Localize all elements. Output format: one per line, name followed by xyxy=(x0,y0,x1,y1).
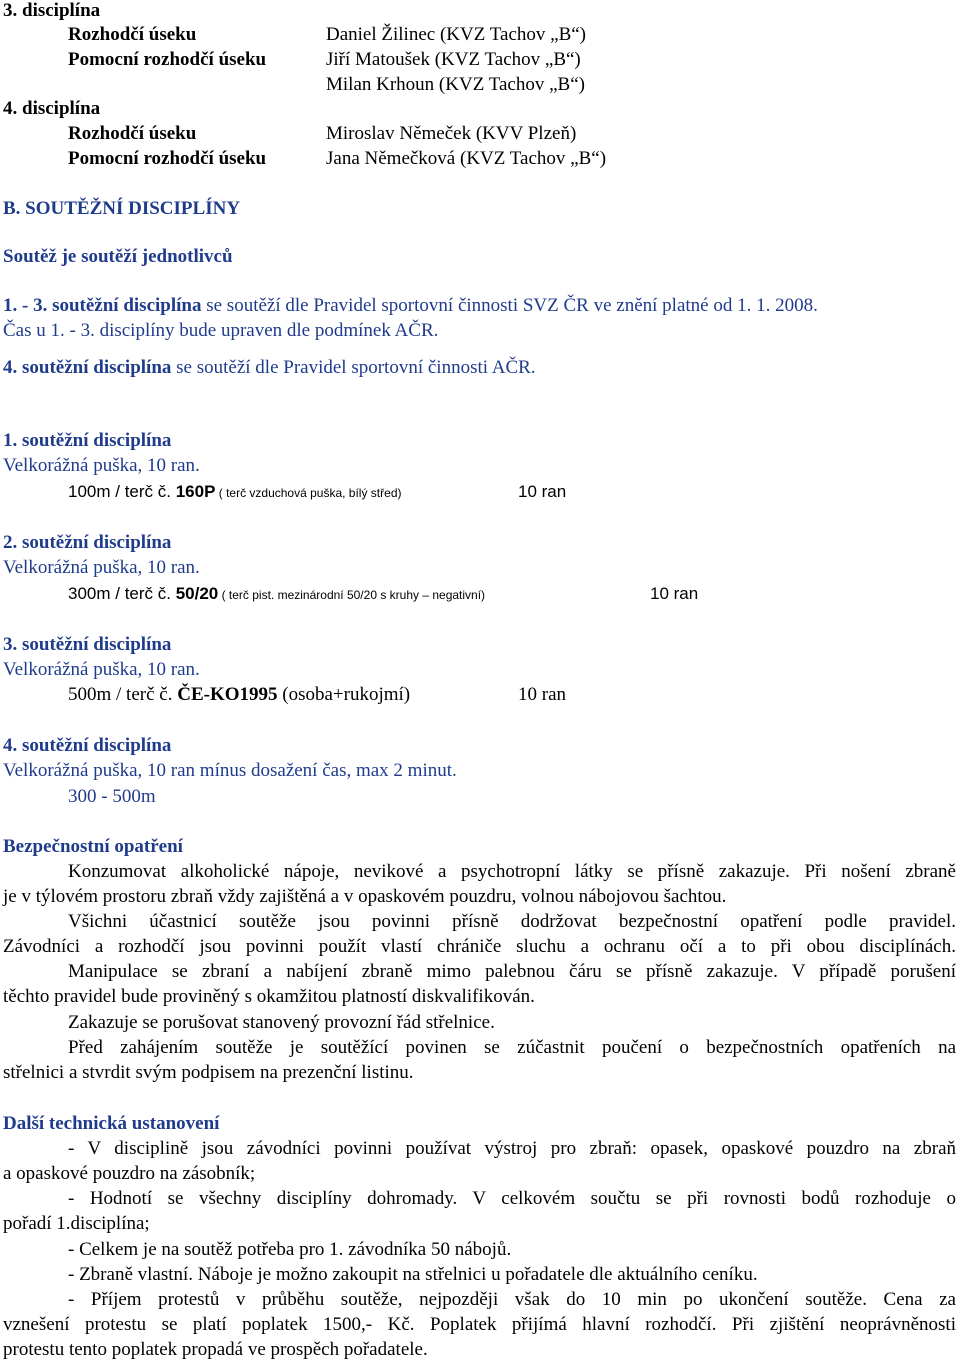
judge-name: Milan Krhoun (KVZ Tachov „B“) xyxy=(326,74,585,95)
target-note: (osoba+rukojmí) xyxy=(277,684,411,705)
target-number: 160P xyxy=(175,482,216,501)
discipline-3-shots: 10 ran xyxy=(518,684,567,705)
discipline-3-title: 3. disciplína xyxy=(3,0,101,21)
discipline-3-spec xyxy=(68,684,410,706)
discipline-1-title: 1. soutěžní disciplína xyxy=(3,430,172,451)
target-number: 50/20 xyxy=(175,584,219,603)
discipline-4-title: 4. disciplína xyxy=(3,98,101,119)
section-subheading: Soutěž je soutěží jednotlivců xyxy=(3,246,233,267)
discipline-4-weapon: Velkorážná puška, 10 ran mínus dosažení čas, max 2 minut. xyxy=(3,760,457,781)
discipline-1-weapon: Velkorážná puška, 10 ran. xyxy=(3,455,200,476)
discipline-2-title: 2. soutěžní disciplína xyxy=(3,532,172,553)
judge-name: Jana Němečková (KVZ Tachov „B“) xyxy=(326,148,607,169)
safety-line: Před zahájením soutěže je soutěžící povinen se zúčastnit poučení o bezpečnostních opatřeních na xyxy=(68,1037,956,1058)
rules-paragraph-2 xyxy=(3,357,536,379)
target-number: ČE-KO1995 xyxy=(177,684,278,705)
technical-heading: Další technická ustanovení xyxy=(3,1113,220,1134)
discipline-3-spec-title: 3. soutěžní disciplína xyxy=(3,634,172,655)
technical-line: a opaskové pouzdro na zásobník; xyxy=(3,1163,256,1184)
technical-line: - V disciplině jsou závodníci povinni používat výstroj pro zbraň: opasek, opaskové pouzdro na zbraň xyxy=(68,1138,956,1159)
safety-line: Všichni účastnicí soutěže jsou povinni přísně dodržovat bezpečnostní opatření podle pravidel. xyxy=(68,911,956,932)
safety-line: je v týlovém prostoru zbraň vždy zajištěná a v opaskovém pouzdru, volnou nábojovou šachtou. xyxy=(3,886,727,907)
judge-role: Rozhodčí úseku xyxy=(68,123,197,144)
rules-bold: 1. - 3. soutěžní disciplína xyxy=(3,295,202,316)
technical-line: pořadí 1.disciplína; xyxy=(3,1213,150,1234)
technical-line: - Hodnotí se všechny disciplíny dohromady. V celkovém součtu se při rovnosti bodů rozhoduje o xyxy=(68,1188,956,1209)
discipline-2-weapon: Velkorážná puška, 10 ran. xyxy=(3,557,200,578)
safety-line: Závodníci a rozhodčí jsou povinni použít vlastí chrániče sluchu a ochranu očí a to při obou disciplínách. xyxy=(3,936,956,957)
discipline-3-weapon: Velkorážná puška, 10 ran. xyxy=(3,659,200,680)
rules-paragraph-1-line2: Čas u 1. - 3. disciplíny bude upraven dle podmínek AČR. xyxy=(3,320,439,341)
rules-bold: 4. soutěžní disciplína xyxy=(3,357,172,378)
distance: 100m / terč č. xyxy=(68,482,176,501)
discipline-4-spec-title: 4. soutěžní disciplína xyxy=(3,735,172,756)
safety-line: Konzumovat alkoholické nápoje, nevikové a psychotropní látky se přísně zakazuje. Při nošení zbraně xyxy=(68,861,956,882)
technical-line: - Příjem protestů v průběhu soutěže, nejpozději však do 10 min po ukončení soutěže. Cena za xyxy=(68,1289,956,1310)
safety-line: střelnici a stvrdit svým podpisem na prezenční listinu. xyxy=(3,1062,414,1083)
safety-line: Zakazuje se porušovat stanovený provozní řád střelnice. xyxy=(68,1012,495,1033)
judge-role: Pomocní rozhodčí úseku xyxy=(68,49,267,70)
safety-heading: Bezpečnostní opatření xyxy=(3,836,183,857)
rules-text: se soutěží dle Pravidel sportovní činnosti AČR. xyxy=(171,357,536,378)
safety-line: těchto pravidel bude proviněný s okamžitou platností diskvalifikován. xyxy=(3,986,535,1007)
distance: 300m / terč č. xyxy=(68,584,176,603)
technical-line: vznešení protestu se platí poplatek 1500,- Kč. Poplatek přijímá hlavní rozhodčí. Při zjištění neoprávněnosti xyxy=(3,1314,956,1335)
technical-line: protestu tento poplatek propadá ve prospěch pořadatele. xyxy=(3,1339,428,1360)
judge-role: Rozhodčí úseku xyxy=(68,24,197,45)
rules-paragraph-1 xyxy=(3,295,818,317)
discipline-2-shots: 10 ran xyxy=(650,584,699,603)
section-heading: B. SOUTĚŽNÍ DISCIPLÍNY xyxy=(3,198,241,219)
discipline-4-distance: 300 - 500m xyxy=(68,786,156,807)
technical-line: - Zbraně vlastní. Náboje je možno zakoupit na střelnici u pořadatele dle aktuálního ceníku. xyxy=(68,1264,758,1285)
judge-role: Pomocní rozhodčí úseku xyxy=(68,148,267,169)
discipline-2-spec xyxy=(68,583,485,606)
discipline-1-spec xyxy=(68,481,401,504)
judge-name: Daniel Žilinec (KVZ Tachov „B“) xyxy=(326,24,586,45)
rules-text: se soutěží dle Pravidel sportovní činnosti SVZ ČR ve znění platné od 1. 1. 2008. xyxy=(201,295,818,316)
safety-line: Manipulace se zbraní a nabíjení zbraně mimo palebnou čáru se přísně zakazuje. V případě porušení xyxy=(68,961,956,982)
judge-name: Jiří Matoušek (KVZ Tachov „B“) xyxy=(326,49,581,70)
discipline-1-shots: 10 ran xyxy=(518,482,567,501)
distance: 500m / terč č. xyxy=(68,684,178,705)
target-note: ( terč pist. mezinárodní 50/20 s kruhy – negativní) xyxy=(218,588,486,602)
technical-line: - Celkem je na soutěž potřeba pro 1. závodníka 50 nábojů. xyxy=(68,1239,512,1260)
judge-name: Miroslav Němeček (KVV Plzeň) xyxy=(326,123,577,144)
target-note: ( terč vzduchová puška, bílý střed) xyxy=(215,486,402,500)
